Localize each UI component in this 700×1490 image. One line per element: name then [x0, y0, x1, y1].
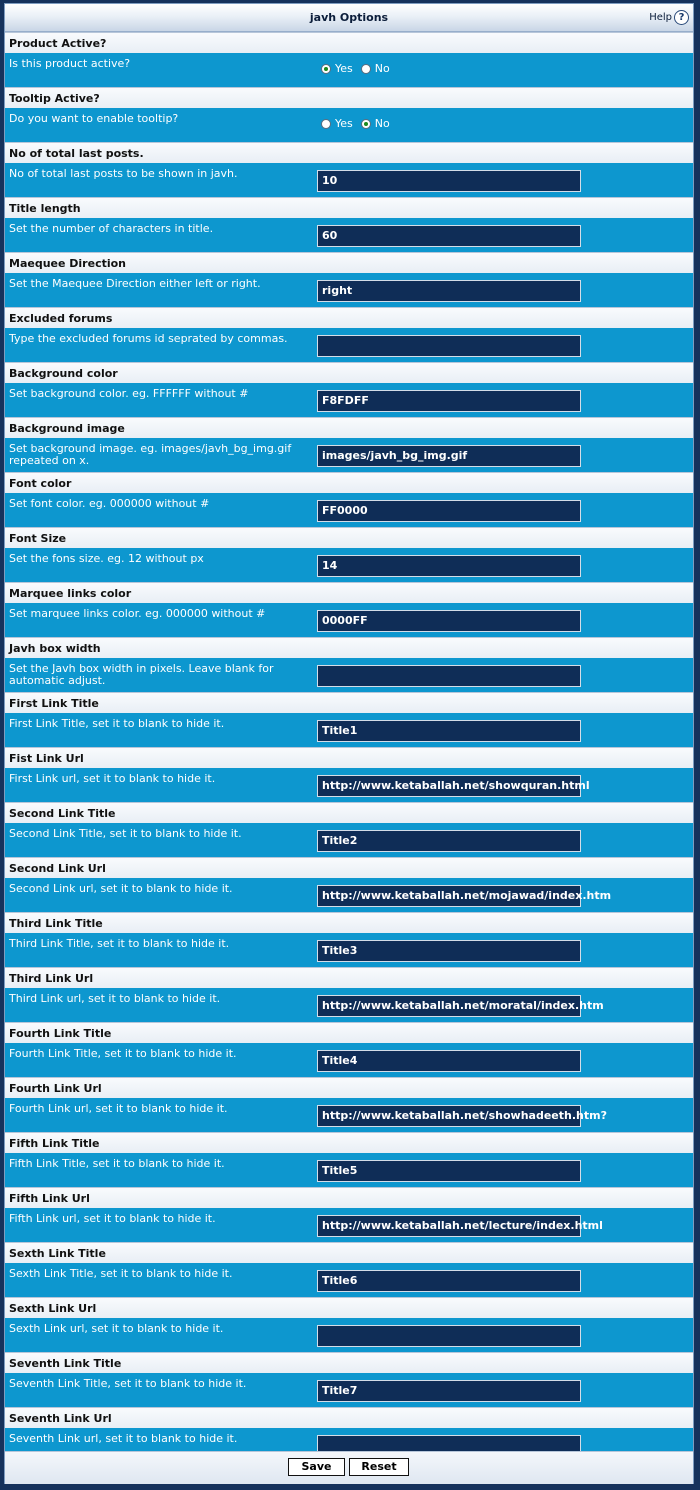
option-description: Third Link Title, set it to blank to hide it. [9, 937, 230, 950]
option-row [5, 933, 693, 967]
option-text-input[interactable]: 10 [317, 170, 581, 192]
option-title: Sexth Link Title [9, 1247, 106, 1260]
yes-no-radio-group [321, 62, 398, 75]
option-title: Font Size [9, 532, 67, 545]
option-row [5, 383, 693, 417]
option-row [5, 878, 693, 912]
option-description: Fifth Link Title, set it to blank to hide it. [9, 1157, 225, 1170]
option-header [5, 1352, 693, 1373]
help-link[interactable] [649, 10, 689, 25]
option-title: Font color [9, 477, 72, 490]
option-text-input[interactable]: Title1 [317, 720, 581, 742]
option-text-input[interactable]: Title7 [317, 1380, 581, 1402]
option-title: Fourth Link Url [9, 1082, 102, 1095]
option-text-input[interactable]: http://www.ketaballah.net/mojawad/index.htm [317, 885, 581, 907]
option-row [5, 1318, 693, 1352]
option-title: Fifth Link Url [9, 1192, 90, 1205]
option-title: Excluded forums [9, 312, 113, 325]
option-title: Second Link Url [9, 862, 106, 875]
option-description: Is this product active? [9, 57, 131, 70]
option-row [5, 768, 693, 802]
option-row [5, 713, 693, 747]
option-title: No of total last posts. [9, 147, 144, 160]
option-description: Set background image. eg. images/javh_bg_img.gif repeated on x. [9, 442, 292, 467]
option-title: Fourth Link Title [9, 1027, 112, 1040]
option-row [5, 1373, 693, 1407]
option-title: First Link Title [9, 697, 99, 710]
option-text-input[interactable]: Title4 [317, 1050, 581, 1072]
option-header [5, 967, 693, 988]
option-title: Fifth Link Title [9, 1137, 100, 1150]
option-description: Set background color. eg. FFFFFF without # [9, 387, 249, 400]
option-row [5, 1043, 693, 1077]
option-text-input[interactable]: 14 [317, 555, 581, 577]
option-header [5, 32, 693, 53]
radio-yes-label: Yes [335, 117, 353, 130]
option-row [5, 218, 693, 252]
option-header [5, 1132, 693, 1153]
option-row [5, 328, 693, 362]
option-text-input[interactable] [317, 1325, 581, 1347]
option-description: Seventh Link url, set it to blank to hide it. [9, 1432, 238, 1445]
option-text-input[interactable]: http://www.ketaballah.net/lecture/index.html [317, 1215, 581, 1237]
question-icon[interactable]: ? [674, 10, 689, 25]
option-title: Sexth Link Url [9, 1302, 97, 1315]
option-title: Second Link Title [9, 807, 116, 820]
yes-no-radio-group [321, 117, 398, 130]
option-description: Type the excluded forums id seprated by commas. [9, 332, 288, 345]
option-header [5, 637, 693, 658]
option-title: Maequee Direction [9, 257, 127, 270]
option-row [5, 1153, 693, 1187]
option-row [5, 53, 693, 87]
help-label: Help [649, 12, 672, 23]
option-text-input[interactable]: http://www.ketaballah.net/moratal/index.htm [317, 995, 581, 1017]
option-description: Fifth Link url, set it to blank to hide it. [9, 1212, 216, 1225]
option-title: Seventh Link Title [9, 1357, 122, 1370]
option-header [5, 527, 693, 548]
option-row [5, 988, 693, 1022]
option-text-input[interactable]: 60 [317, 225, 581, 247]
option-text-input[interactable]: 0000FF [317, 610, 581, 632]
option-header [5, 1407, 693, 1428]
option-description: No of total last posts to be shown in javh. [9, 167, 238, 180]
option-description: Fourth Link url, set it to blank to hide it. [9, 1102, 228, 1115]
options-panel [4, 3, 694, 1484]
form-footer [5, 1451, 693, 1484]
radio-yes-label: Yes [335, 62, 353, 75]
option-row [5, 273, 693, 307]
option-title: Third Link Url [9, 972, 94, 985]
option-description: Second Link url, set it to blank to hide it. [9, 882, 233, 895]
option-header [5, 857, 693, 878]
option-header [5, 1077, 693, 1098]
option-title: Tooltip Active? [9, 92, 100, 105]
radio-yes-button[interactable] [321, 64, 331, 74]
option-row [5, 1263, 693, 1297]
option-description: Set the Javh box width in pixels. Leave blank for automatic adjust. [9, 662, 274, 687]
option-title: Product Active? [9, 37, 107, 50]
option-description: First Link url, set it to blank to hide it. [9, 772, 216, 785]
option-header [5, 582, 693, 603]
option-text-input[interactable]: F8FDFF [317, 390, 581, 412]
option-title: Marquee links color [9, 587, 132, 600]
option-description: Sexth Link url, set it to blank to hide it. [9, 1322, 224, 1335]
option-title: Fist Link Url [9, 752, 84, 765]
option-header [5, 472, 693, 493]
option-text-input[interactable] [317, 335, 581, 357]
option-row [5, 548, 693, 582]
option-text-input[interactable]: images/javh_bg_img.gif [317, 445, 581, 467]
option-description: Set marquee links color. eg. 000000 without # [9, 607, 266, 620]
option-header [5, 307, 693, 328]
radio-no-label: No [374, 117, 390, 130]
option-header [5, 87, 693, 108]
radio-no-label: No [374, 62, 390, 75]
option-text-input[interactable]: http://www.ketaballah.net/showquran.html [317, 775, 581, 797]
radio-no[interactable] [361, 117, 390, 130]
option-description: Set font color. eg. 000000 without # [9, 497, 210, 510]
option-row [5, 493, 693, 527]
option-text-input[interactable]: Title2 [317, 830, 581, 852]
page-title: javh Options [309, 11, 389, 24]
option-row [5, 603, 693, 637]
option-text-input[interactable]: FF0000 [317, 500, 581, 522]
option-header [5, 197, 693, 218]
option-title: Background color [9, 367, 118, 380]
option-text-input[interactable]: Title6 [317, 1270, 581, 1292]
option-description: Sexth Link Title, set it to blank to hide it. [9, 1267, 233, 1280]
option-title: Background image [9, 422, 125, 435]
option-description: Third Link url, set it to blank to hide it. [9, 992, 221, 1005]
radio-yes[interactable] [321, 62, 353, 75]
option-description: Seventh Link Title, set it to blank to hide it. [9, 1377, 247, 1390]
option-text-input[interactable]: Title3 [317, 940, 581, 962]
reset-button[interactable]: Reset [349, 1458, 409, 1476]
options-titlebar [5, 4, 693, 32]
option-header [5, 692, 693, 713]
option-header [5, 362, 693, 383]
option-text-input[interactable]: Title5 [317, 1160, 581, 1182]
save-button[interactable]: Save [288, 1458, 345, 1476]
option-title: Seventh Link Url [9, 1412, 112, 1425]
option-header [5, 1242, 693, 1263]
option-text-input[interactable] [317, 665, 581, 687]
option-text-input[interactable]: right [317, 280, 581, 302]
radio-no[interactable] [361, 62, 390, 75]
option-description: Set the fons size. eg. 12 without px [9, 552, 204, 565]
option-description: Set the Maequee Direction either left or right. [9, 277, 261, 290]
option-title: Javh box width [9, 642, 101, 655]
option-row [5, 1208, 693, 1242]
option-header [5, 417, 693, 438]
option-row [5, 108, 693, 142]
option-row [5, 163, 693, 197]
radio-yes-button[interactable] [321, 119, 331, 129]
option-header [5, 747, 693, 768]
option-header [5, 142, 693, 163]
option-header [5, 802, 693, 823]
option-header [5, 252, 693, 273]
option-title: Third Link Title [9, 917, 103, 930]
option-description: First Link Title, set it to blank to hide it. [9, 717, 225, 730]
radio-no-button[interactable] [361, 64, 371, 74]
option-title: Title length [9, 202, 81, 215]
option-header [5, 1297, 693, 1318]
option-text-input[interactable]: http://www.ketaballah.net/showhadeeth.htm? [317, 1105, 581, 1127]
option-description: Do you want to enable tooltip? [9, 112, 179, 125]
option-description: Set the number of characters in title. [9, 222, 214, 235]
option-header [5, 1187, 693, 1208]
radio-yes[interactable] [321, 117, 353, 130]
option-row [5, 1098, 693, 1132]
option-row [5, 823, 693, 857]
radio-no-button[interactable] [361, 119, 371, 129]
option-description: Fourth Link Title, set it to blank to hide it. [9, 1047, 237, 1060]
option-header [5, 912, 693, 933]
option-row [5, 438, 693, 472]
option-header [5, 1022, 693, 1043]
option-row [5, 658, 693, 692]
option-description: Second Link Title, set it to blank to hide it. [9, 827, 242, 840]
